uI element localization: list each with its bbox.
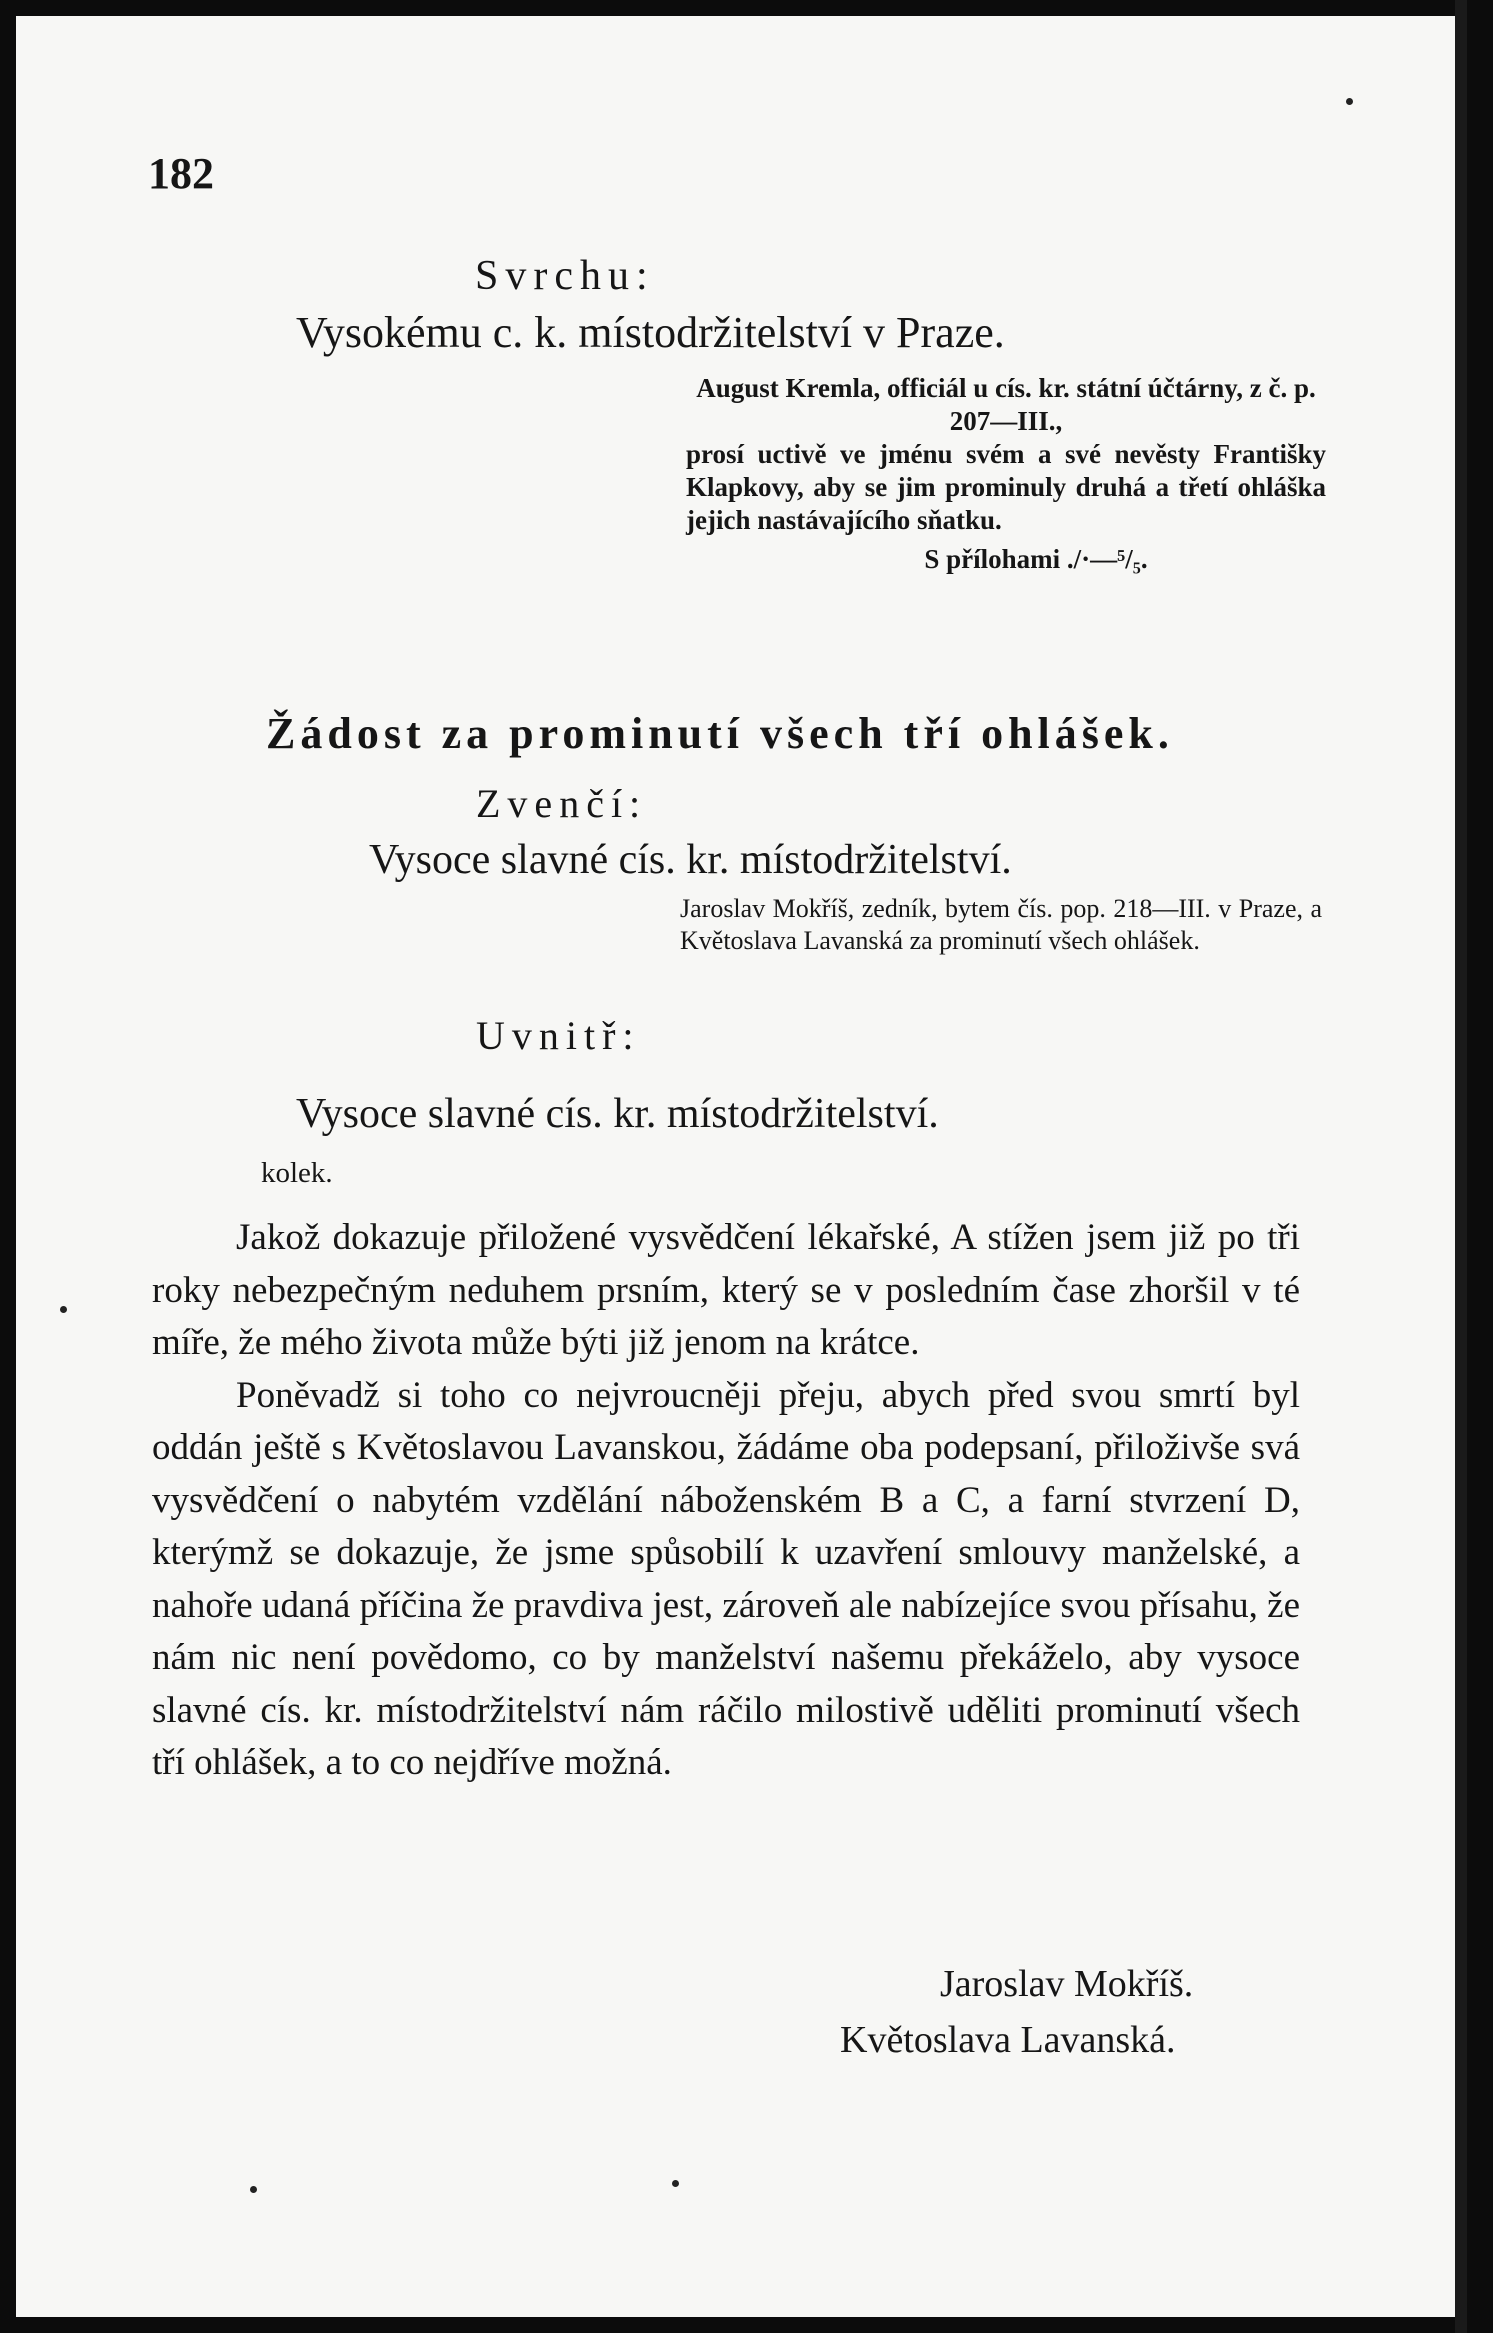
page-edge-shadow: [1455, 0, 1467, 2333]
petition-summary: [686, 372, 1326, 576]
scan-speck: [1346, 98, 1353, 105]
zvenci-label: Zvenčí:: [476, 781, 648, 826]
letter-body: [152, 1212, 1300, 1790]
scan-speck: [250, 2186, 257, 2193]
summary-body: prosí uctivě ve jménu svém a své nevěsty Františky Klapkovy, aby se jim prominuly druhá a třetí ohláška jejich nastávajícího sňatku.: [686, 439, 1326, 535]
outer-addressee: Vysoce slavné cís. kr. místodržitelství.: [369, 837, 1012, 883]
letter-paragraph-1: Jakož dokazuje přiložené vysvědčení lékařské, A stížen jsem již po tři roky nebezpečným neduhem prsním, který se v posledním čase zhoršil v té míře, že mého života může býti již jenom na krátce.: [152, 1217, 1300, 1363]
scan-speck: [60, 1306, 67, 1313]
signature-1: Jaroslav Mokříš.: [940, 1963, 1194, 2005]
page-number: 182: [148, 149, 214, 198]
uvnitr-label: Uvnitř:: [476, 1013, 641, 1058]
signature-2: Květoslava Lavanská.: [840, 2019, 1176, 2061]
summary-attachments: S přílohami ./·—⁵/₅.: [924, 544, 1148, 574]
request-title: Žádost za prominutí všech tří ohlášek.: [266, 709, 1174, 758]
inner-addressee: Vysoce slavné cís. kr. místodržitelství.: [296, 1091, 939, 1137]
letter-paragraph-2: Poněvadž si toho co nejvroucněji přeju, abych před svou smrtí byl oddán ještě s Květoslavou Lavanskou, žádáme oba podepsaní, přiloživše svá vysvědčení o nabytém vzdělání náboženském B a C, a farní stvrzení D, kterýmž se dokazuje, že jsme spůsobilí k uzavření smlouvy manželské, a nahoře udaná příčina že pravdiva jest, zároveň ale nabízejíce svou přísahu, že nám nic není povědomo, co by manželství našemu překáželo, aby vysoce slavné cís. kr. místodržitelství nám ráčilo milostivě uděliti prominutí všech tří ohlášek, a to co nejdříve možná.: [152, 1374, 1300, 1783]
applicants-summary: Jaroslav Mokříš, zedník, bytem čís. pop. 218—III. v Praze, a Květoslava Lavanská za prominutí všech ohlášek.: [680, 894, 1322, 955]
summary-author: August Kremla, officiál u cís. kr. státní účtárny, z č. p. 207—III.,: [696, 373, 1316, 436]
svrchu-label: Svrchu:: [475, 253, 655, 299]
scan-speck: [672, 2180, 679, 2187]
stamp-label: kolek.: [261, 1157, 333, 1189]
addressee-heading: Vysokému c. k. místodržitelství v Praze.: [296, 308, 1005, 357]
